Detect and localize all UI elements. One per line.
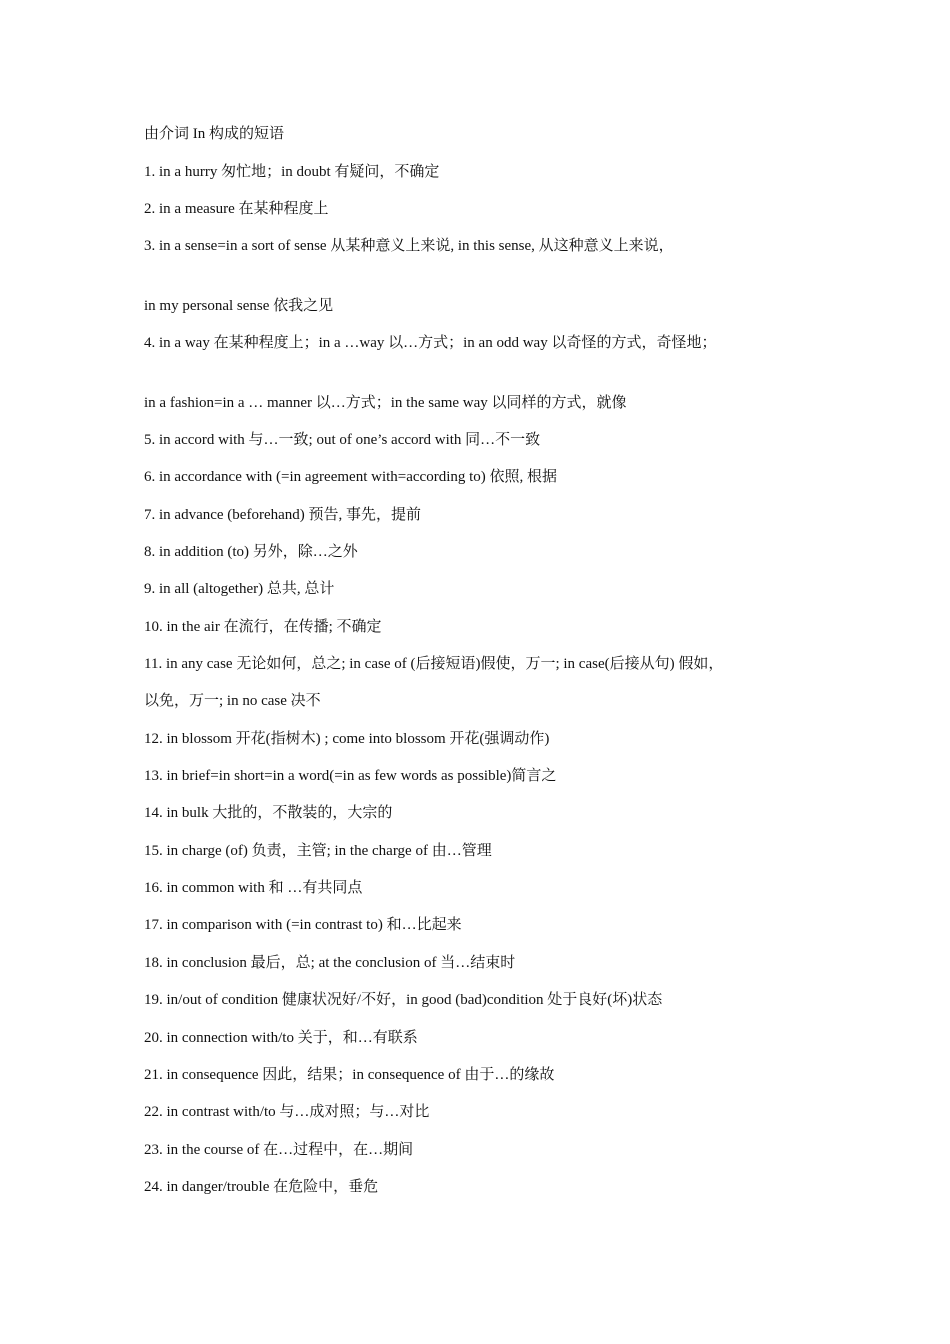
phrase-line: 11. in any case 无论如何，总之; in case of (后接短语)假使，万一; in case(后接从句) 假如，	[144, 656, 724, 672]
phrase-line: 15. in charge (of) 负责，主管; in the charge of 由…管理	[144, 843, 492, 859]
phrase-line: 19. in/out of condition 健康状况好/不好，in good (bad)condition 处于良好(坏)状态	[144, 992, 663, 1008]
phrase-line: 24. in danger/trouble 在危险中，垂危	[144, 1179, 379, 1195]
phrase-line: 18. in conclusion 最后，总; at the conclusion of 当…结束时	[144, 955, 516, 971]
phrase-line: 17. in comparison with (=in contrast to) 和…比起来	[144, 917, 462, 933]
phrase-line: 12. in blossom 开花(指树木) ; come into blossom 开花(强调动作)	[144, 731, 550, 747]
phrase-line: 20. in connection with/to 关于，和…有联系	[144, 1030, 418, 1046]
phrase-line-continuation: in a fashion=in a … manner 以…方式；in the same way 以同样的方式，就像	[144, 395, 627, 411]
phrase-line: 13. in brief=in short=in a word(=in as few words as possible)简言之	[144, 768, 557, 784]
phrase-line: 4. in a way 在某种程度上；in a …way 以…方式；in an odd way 以奇怪的方式，奇怪地；	[144, 335, 717, 351]
phrase-line: 2. in a measure 在某种程度上	[144, 201, 329, 217]
page-title: 由介词 In 构成的短语	[144, 126, 284, 142]
phrase-line-continuation: in my personal sense 依我之见	[144, 298, 334, 314]
phrase-line-continuation: 以免，万一; in no case 决不	[144, 693, 321, 709]
phrase-line: 3. in a sense=in a sort of sense 从某种意义上来说, in this sense, 从这种意义上来说，	[144, 238, 674, 254]
phrase-line: 21. in consequence 因此，结果；in consequence of 由于…的缘故	[144, 1067, 555, 1083]
phrase-line: 10. in the air 在流行，在传播; 不确定	[144, 619, 382, 635]
phrase-line: 16. in common with 和 …有共同点	[144, 880, 363, 896]
phrase-line: 5. in accord with 与…一致; out of one’s accord with 同…不一致	[144, 432, 541, 448]
phrase-line: 23. in the course of 在…过程中，在…期间	[144, 1142, 414, 1158]
phrase-line: 14. in bulk 大批的，不散装的，大宗的	[144, 805, 393, 821]
phrase-line: 1. in a hurry 匆忙地；in doubt 有疑问，不确定	[144, 164, 440, 180]
phrase-line: 22. in contrast with/to 与…成对照；与…对比	[144, 1104, 430, 1120]
phrase-line: 9. in all (altogether) 总共, 总计	[144, 581, 335, 597]
phrase-line: 6. in accordance with (=in agreement with=according to) 依照, 根据	[144, 469, 558, 485]
phrase-line: 8. in addition (to) 另外，除…之外	[144, 544, 358, 560]
phrase-line: 7. in advance (beforehand) 预告, 事先，提前	[144, 507, 422, 523]
